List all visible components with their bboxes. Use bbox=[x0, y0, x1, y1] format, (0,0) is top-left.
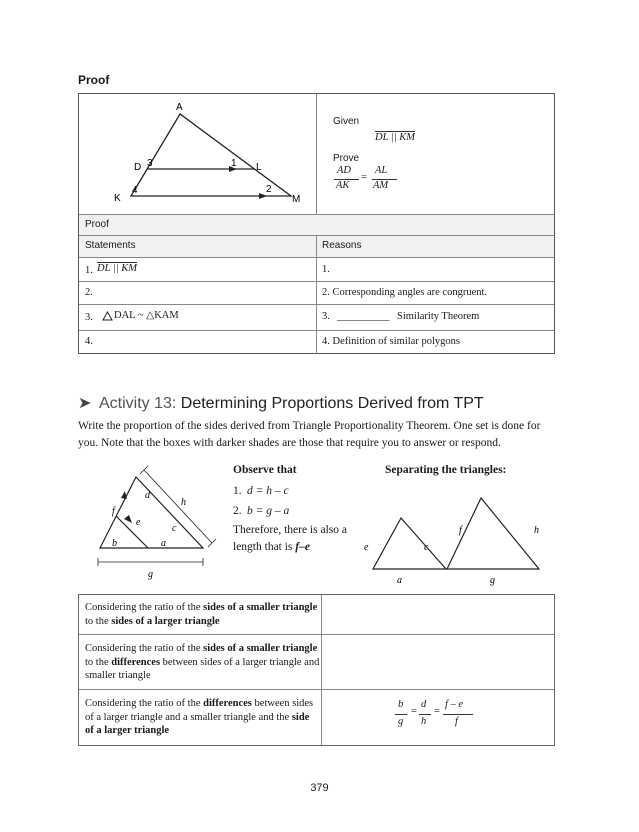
fraction-2-denominator: h bbox=[421, 716, 427, 727]
observe-line-4-prefix: length that is bbox=[233, 541, 296, 553]
activity-number: Activity 13: bbox=[98, 395, 177, 412]
observe-line-2: b = g – a bbox=[247, 505, 290, 517]
vertex-k: K bbox=[114, 193, 121, 204]
vertex-d: D bbox=[134, 162, 142, 173]
prove-right-numerator: AL bbox=[375, 165, 388, 176]
equals-1: = bbox=[411, 706, 417, 717]
statement-1-number: 1. bbox=[85, 265, 93, 276]
big-label-g: g bbox=[490, 575, 495, 586]
parallel-segment bbox=[116, 516, 148, 548]
statement-4-number: 4. bbox=[85, 336, 93, 347]
proportion-table bbox=[78, 594, 555, 746]
table-row-3-label: Considering the ratio of the differences between sides of a larger triangle and a smaller triangle and the side of a larger triangle bbox=[85, 698, 314, 736]
reason-3-suffix: Similarity Theorem bbox=[397, 311, 480, 322]
proof-section-label: Proof bbox=[85, 219, 109, 230]
fraction-2-numerator: d bbox=[421, 699, 427, 710]
triangle-symbol-icon bbox=[102, 311, 113, 321]
proof-triangle-figure bbox=[79, 94, 315, 214]
reasons-header: Reasons bbox=[322, 240, 362, 251]
arrow-small bbox=[124, 515, 132, 523]
observe-line-4 bbox=[233, 541, 310, 553]
proof-label-row bbox=[79, 215, 554, 235]
given-label: Given bbox=[333, 116, 360, 127]
angle-4: 4 bbox=[132, 185, 138, 196]
nested-triangles-figure bbox=[88, 465, 218, 590]
table-row-1-label: Considering the ratio of the sides of a smaller triangle to the sides of a larger triangle bbox=[85, 602, 318, 627]
fraction-3-numerator: f – e bbox=[445, 699, 464, 710]
reason-4: 4. Definition of similar polygons bbox=[322, 336, 460, 347]
angle-3: 3 bbox=[147, 158, 153, 169]
proof-table bbox=[78, 93, 555, 354]
prove-left-numerator: AD bbox=[337, 165, 351, 176]
small-label-c: c bbox=[424, 542, 429, 553]
activity-title bbox=[78, 393, 484, 413]
given-statement: DL || KM bbox=[375, 132, 416, 143]
angle-2: 2 bbox=[266, 184, 272, 195]
proof-heading: Proof bbox=[78, 73, 110, 87]
equals-2: = bbox=[434, 706, 440, 717]
observe-line-1-number: 1. bbox=[233, 485, 242, 497]
observe-line-4-value: f–e bbox=[295, 541, 310, 553]
activity-instructions: Write the proportion of the sides derived from Triangle Proportionality Theorem. One set is done for you. Note that the boxes with darker shades are those that require you to answer or respond. bbox=[78, 420, 541, 449]
angle-1: 1 bbox=[231, 158, 237, 169]
prove-left-denominator: AK bbox=[336, 180, 350, 191]
fraction-3-denominator: f bbox=[455, 716, 458, 727]
activity-name: Determining Proportions Derived from TPT bbox=[180, 395, 484, 412]
table-row-2-answer[interactable] bbox=[322, 635, 554, 689]
label-d: d bbox=[145, 490, 150, 501]
label-h: h bbox=[181, 497, 186, 508]
arrow-large bbox=[121, 491, 127, 499]
observe-line-3: Therefore, there is also a bbox=[233, 524, 347, 536]
big-label-f: f bbox=[459, 525, 462, 536]
label-a: a bbox=[161, 538, 166, 549]
page-number: 379 bbox=[310, 782, 329, 794]
arrow-bullet-icon: ➤ bbox=[78, 395, 92, 412]
reason-3-blank[interactable]: __________ bbox=[337, 311, 390, 322]
table-row-1-answer[interactable] bbox=[322, 595, 554, 634]
reason-2: 2. Corresponding angles are congruent. bbox=[322, 287, 488, 298]
observe-line-1: d = h – c bbox=[247, 485, 289, 497]
statement-3: DAL ~ △KAM bbox=[114, 310, 179, 321]
observe-heading: Observe that bbox=[233, 464, 297, 476]
observe-line-2-number: 2. bbox=[233, 505, 242, 517]
big-label-h: h bbox=[534, 525, 539, 536]
small-label-a: a bbox=[397, 575, 402, 586]
small-triangle bbox=[373, 518, 446, 569]
separated-triangles-figure bbox=[355, 490, 555, 595]
statement-3-number: 3. bbox=[85, 312, 93, 323]
vertex-a: A bbox=[176, 102, 183, 113]
statement-2-number: 2. bbox=[85, 287, 93, 298]
label-c: c bbox=[172, 523, 177, 534]
prove-equals: = bbox=[361, 172, 367, 183]
separating-heading: Separating the triangles: bbox=[385, 464, 507, 476]
table-row-2-label: Considering the ratio of the sides of a smaller triangle to the differences between sides of a larger triangle and smaller triangle bbox=[85, 643, 320, 681]
prove-label: Prove bbox=[333, 153, 360, 164]
statement-1: DL || KM bbox=[97, 263, 138, 274]
reason-3-prefix: 3. bbox=[322, 311, 330, 322]
small-label-e: e bbox=[364, 542, 369, 553]
label-f: f bbox=[112, 506, 115, 517]
label-g: g bbox=[148, 569, 153, 580]
label-b: b bbox=[112, 538, 117, 549]
vertex-l: L bbox=[256, 162, 262, 173]
prove-right-denominator: AM bbox=[373, 180, 389, 191]
statements-header: Statements bbox=[85, 240, 136, 251]
dimension-h bbox=[144, 470, 212, 543]
fraction-1-denominator: g bbox=[398, 716, 404, 727]
fraction-1-numerator: b bbox=[398, 699, 404, 710]
reason-1: 1. bbox=[322, 264, 330, 275]
label-e: e bbox=[136, 517, 141, 528]
vertex-m: M bbox=[292, 194, 301, 205]
